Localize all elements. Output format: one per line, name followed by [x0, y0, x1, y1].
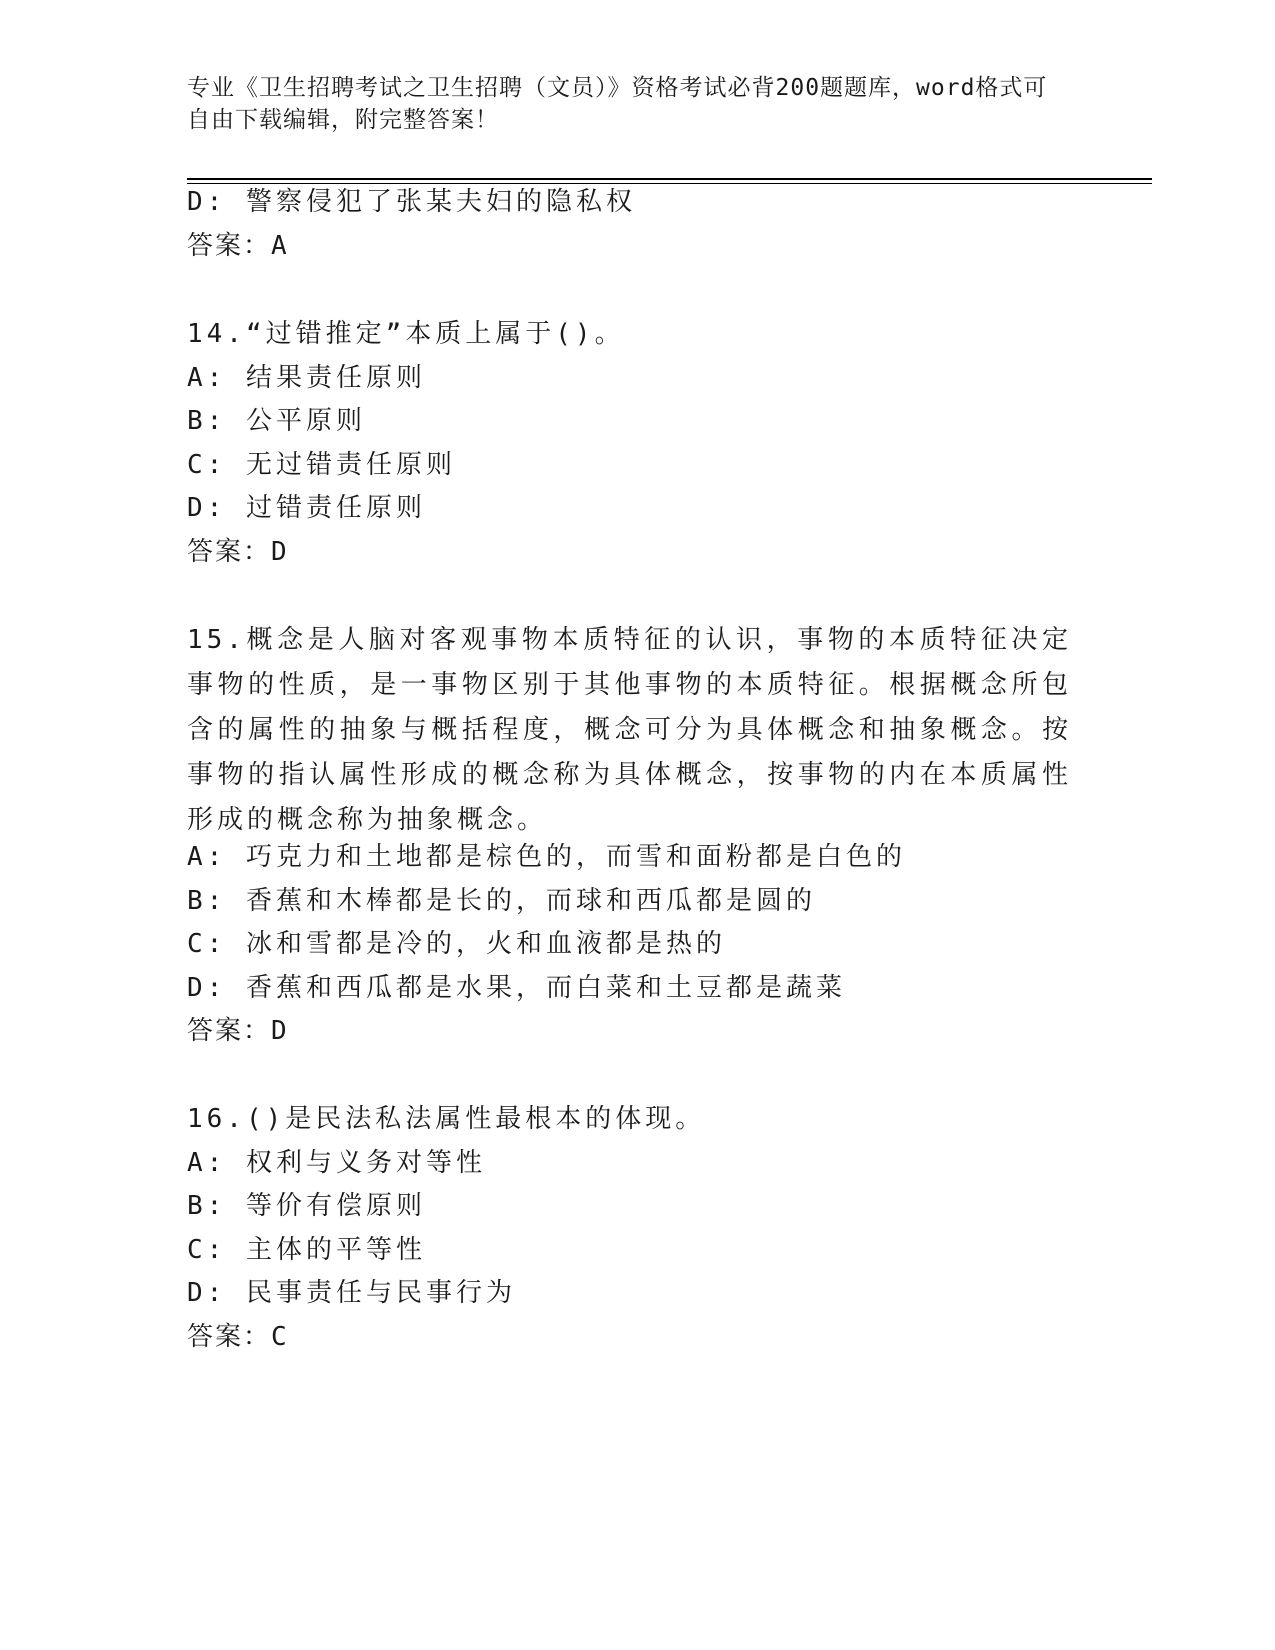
q16-option-b: B: 等价有偿原则: [187, 1191, 426, 1221]
q16-answer: 答案：C: [187, 1322, 289, 1352]
q15-answer: 答案：D: [187, 1016, 289, 1046]
q14-answer: 答案：D: [187, 537, 289, 567]
q15-option-c: C: 冰和雪都是冷的，火和血液都是热的: [187, 929, 726, 959]
q14-option-b: B: 公平原则: [187, 406, 366, 436]
q15-stem: 15.概念是人脑对客观事物本质特征的认识，事物的本质特征决定事物的性质，是一事物区别于其他事物的本质特征。根据概念所包含的属性的抽象与概括程度，概念可分为具体概念和抽象概念。按事物的指认属性形成的概念称为具体概念，按事物的内在本质属性形成的概念称为抽象概念。: [187, 625, 1072, 835]
document-header: 专业《卫生招聘考试之卫生招聘（文员）》资格考试必背200题题库，word格式可自由下载编辑，附完整答案！: [187, 75, 1048, 133]
header-divider-thick: [187, 178, 1152, 180]
q14-option-a: A: 结果责任原则: [187, 363, 426, 393]
q15-option-a: A: 巧克力和土地都是棕色的，而雪和面粉都是白色的: [187, 842, 906, 872]
q14-option-d: D: 过错责任原则: [187, 493, 426, 523]
q16-option-c: C: 主体的平等性: [187, 1235, 426, 1265]
q14-stem: 14.“过错推定”本质上属于()。: [187, 319, 625, 349]
prev-option-d: D: 警察侵犯了张某夫妇的隐私权: [187, 187, 636, 217]
prev-answer: 答案：A: [187, 231, 289, 261]
q16-option-d: D: 民事责任与民事行为: [187, 1278, 516, 1308]
q16-option-a: A: 权利与义务对等性: [187, 1148, 486, 1178]
q15-option-d: D: 香蕉和西瓜都是水果，而白菜和土豆都是蔬菜: [187, 973, 846, 1003]
q15-option-b: B: 香蕉和木棒都是长的，而球和西瓜都是圆的: [187, 886, 816, 916]
q14-option-c: C: 无过错责任原则: [187, 450, 456, 480]
q16-stem: 16.()是民法私法属性最根本的体现。: [187, 1104, 706, 1134]
